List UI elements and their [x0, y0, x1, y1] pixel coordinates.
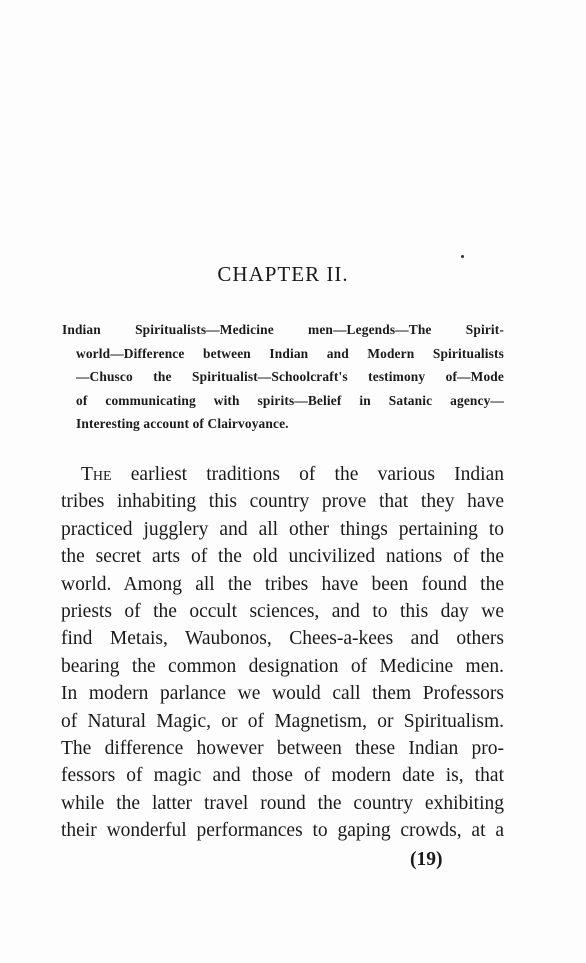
body-line: The difference however between these Indian pro-	[61, 738, 504, 760]
body-line: the secret arts of the old uncivilized nations of the	[61, 546, 504, 568]
body-paragraph	[61, 461, 504, 845]
synopsis-line: of communicating with spirits—Belief in Satanic agency—	[76, 392, 504, 408]
synopsis-line: Indian Spiritualists—Medicine men—Legends—The Spirit-	[62, 322, 504, 337]
body-line: tribes inhabiting this country prove that they have	[61, 491, 504, 513]
page-number: (19)	[410, 849, 443, 870]
synopsis-line: world—Difference between Indian and Modern Spiritualists	[76, 345, 504, 361]
body-line: bearing the common designation of Medicine men.	[61, 655, 504, 677]
synopsis-line: —Chusco the Spiritualist—Schoolcraft's testimony of—Mode	[76, 369, 504, 385]
body-line: priests of the occult sciences, and to this day we	[61, 601, 504, 623]
body-line: while the latter travel round the country exhibiting	[61, 792, 504, 814]
first-line-rest: earliest traditions of the various Indian	[111, 464, 504, 485]
ink-speck	[461, 255, 464, 258]
chapter-title: CHAPTER II.	[217, 262, 349, 286]
synopsis-line: Interesting account of Clairvoyance.	[76, 416, 289, 432]
chapter-synopsis	[62, 318, 504, 436]
body-line: find Metais, Waubonos, Chees-a-kees and others	[61, 628, 504, 650]
body-line	[61, 461, 504, 488]
body-line: practiced jugglery and all other things pertaining to	[61, 518, 504, 540]
body-line: fessors of magic and those of modern date is, that	[61, 765, 504, 787]
body-line: In modern parlance we would call them Professors	[61, 683, 504, 705]
lead-word: The	[81, 464, 112, 485]
body-line: world. Among all the tribes have been found the	[61, 573, 504, 595]
body-line: of Natural Magic, or of Magnetism, or Spiritualism.	[61, 710, 504, 732]
body-line: their wonderful performances to gaping crowds, at a	[61, 820, 504, 842]
